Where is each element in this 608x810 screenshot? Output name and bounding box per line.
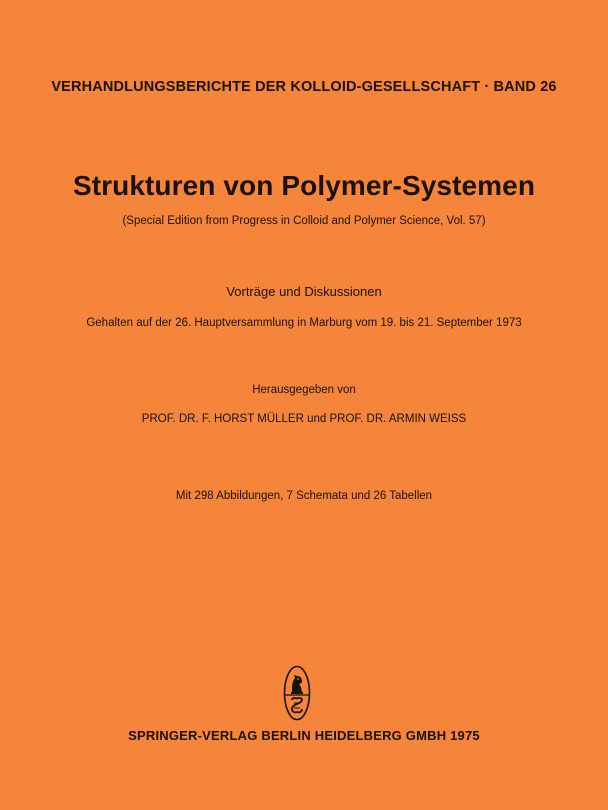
illustrations-line: Mit 298 Abbildungen, 7 Schemata und 26 Tabellen [175,490,433,502]
meeting-line: Gehalten auf der 26. Hauptversammlung in Marburg vom 19. bis 21. September 1973 [86,317,522,329]
springer-knight-logo-icon [283,665,311,721]
lectures-line: Vorträge und Diskussionen [226,284,382,299]
book-subtitle: (Special Edition from Progress in Colloid and Polymer Science, Vol. 57) [122,215,486,227]
publisher-line: SPRINGER-VERLAG BERLIN HEIDELBERG GMBH 1975 [128,728,480,743]
series-title: VERHANDLUNGSBERICHTE DER KOLLOID-GESELLSCHAFT · BAND 26 [51,79,557,95]
editors-line: PROF. DR. F. HORST MÜLLER und PROF. DR. ARMIN WEISS [141,413,467,425]
edited-by-label: Herausgegeben von [252,384,356,396]
book-title: Strukturen von Polymer-Systemen [72,170,536,201]
